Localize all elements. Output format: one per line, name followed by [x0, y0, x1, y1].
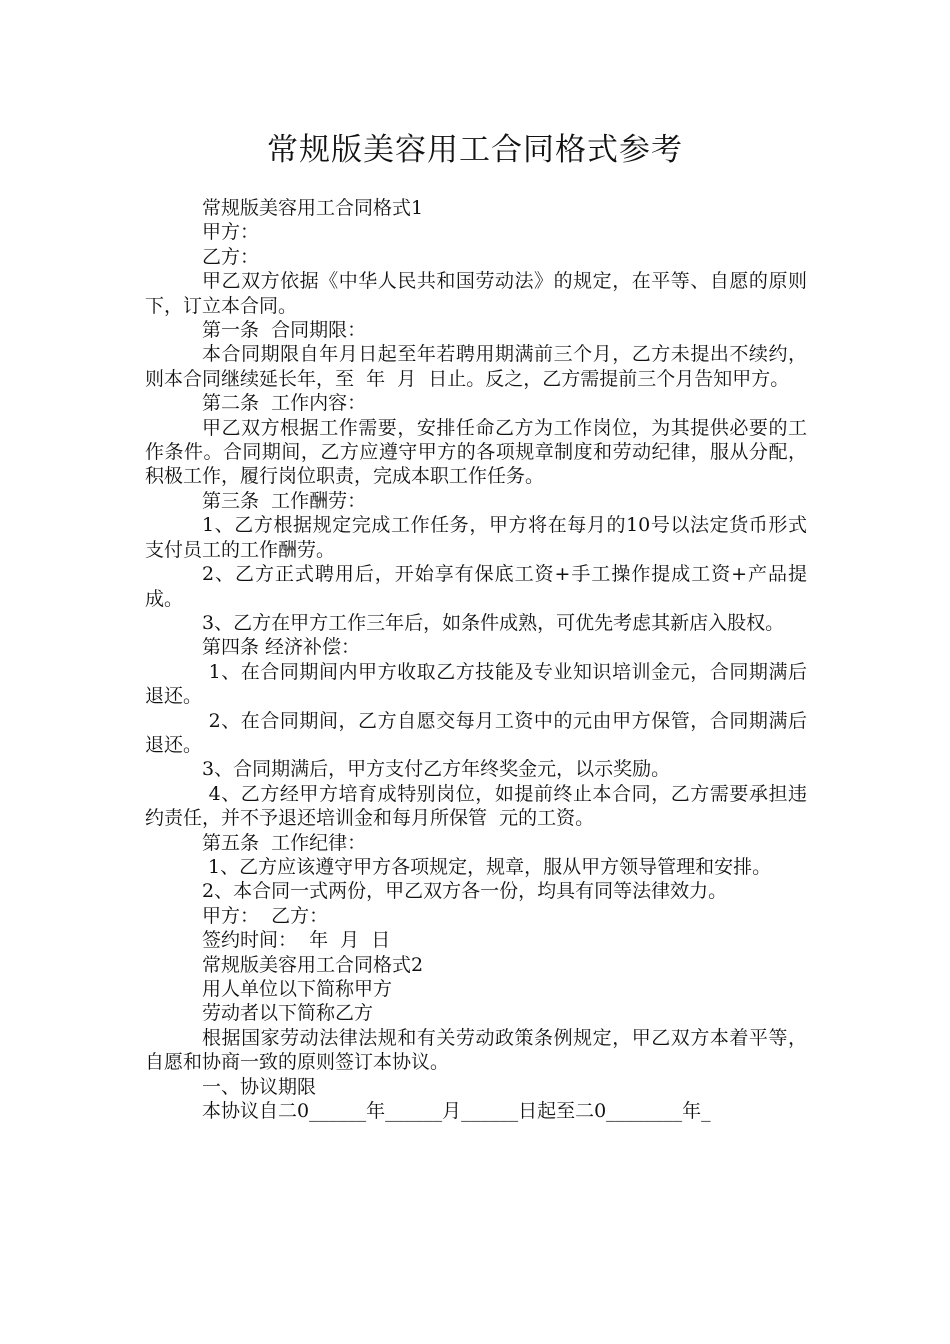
list-item: 2、乙方正式聘用后，开始享有保底工资+手工操作提成工资+产品提成。 [145, 563, 807, 610]
signing-date-line: 签约时间： 年 月 日 [202, 929, 391, 952]
signature-parties-line: 甲方： 乙方： [202, 904, 329, 927]
article-heading: 第五条 工作纪律： [202, 831, 367, 854]
article-heading: 第二条 工作内容： [202, 392, 367, 415]
list-item: 3、合同期满后，甲方支付乙方年终奖金元，以示奖励。 [202, 758, 671, 781]
article-heading: 第一条 合同期限： [202, 319, 367, 342]
paragraph: 用人单位以下简称甲方 [202, 978, 393, 1000]
list-item: 1、在合同期间内甲方收取乙方技能及专业知识培训金元，合同期满后退还。 [145, 660, 807, 708]
document-body [145, 196, 807, 1123]
paragraph: 甲乙双方依据《中华人民共和国劳动法》的规定，在平等、自愿的原则下，订立本合同。 [145, 270, 807, 317]
party-a-line: 甲方： [202, 221, 260, 244]
article-heading: 第四条 经济补偿： [202, 636, 361, 659]
document-title: 常规版美容用工合同格式参考 [267, 132, 683, 168]
list-item: 1、乙方应该遵守甲方各项规定，规章，服从甲方领导管理和安排。 [202, 855, 772, 878]
list-item: 3、乙方在甲方工作三年后，如条件成熟，可优先考虑其新店入股权。 [202, 611, 785, 634]
clause-heading: 一、协议期限 [202, 1075, 317, 1098]
paragraph: 根据国家劳动法律法规和有关劳动政策条例规定，甲乙双方本着平等，自愿和协商一致的原则签订本协议。 [145, 1026, 807, 1074]
list-item: 1、乙方根据规定完成工作任务，甲方将在每月的10号以法定货币形式支付员工的工作酬劳。 [145, 514, 807, 561]
paragraph: 本合同期限自年月日起至年若聘用期满前三个月，乙方未提出不续约，则本合同继续延长年，至 年 月 日止。反之，乙方需提前三个月告知甲方。 [145, 343, 807, 390]
paragraph: 劳动者以下简称乙方 [202, 1002, 374, 1025]
section-heading-format-1: 常规版美容用工合同格式1 [202, 197, 424, 219]
paragraph: 甲乙双方根据工作需要，安排任命乙方为工作岗位，为其提供必要的工作条件。合同期间，乙方应遵守甲方的各项规章制度和劳动纪律，服从分配，积极工作，履行岗位职责，完成本职工作任务。 [145, 416, 807, 488]
party-b-line: 乙方： [202, 245, 260, 268]
section-heading-format-2: 常规版美容用工合同格式2 [202, 953, 424, 976]
article-heading: 第三条 工作酬劳： [202, 489, 367, 512]
list-item: 2、在合同期间，乙方自愿交每月工资中的元由甲方保管，合同期满后退还。 [145, 709, 807, 756]
list-item: 4、乙方经甲方培育成特别岗位，如提前终止本合同，乙方需要承担违约责任，并不予退还培训金和每月所保管 元的工资。 [145, 782, 807, 830]
list-item: 2、本合同一式两份，甲乙双方各一份，均具有同等法律效力。 [202, 880, 728, 903]
paragraph: 本协议自二0______年______月______日起至二0________年_ [202, 1100, 711, 1123]
